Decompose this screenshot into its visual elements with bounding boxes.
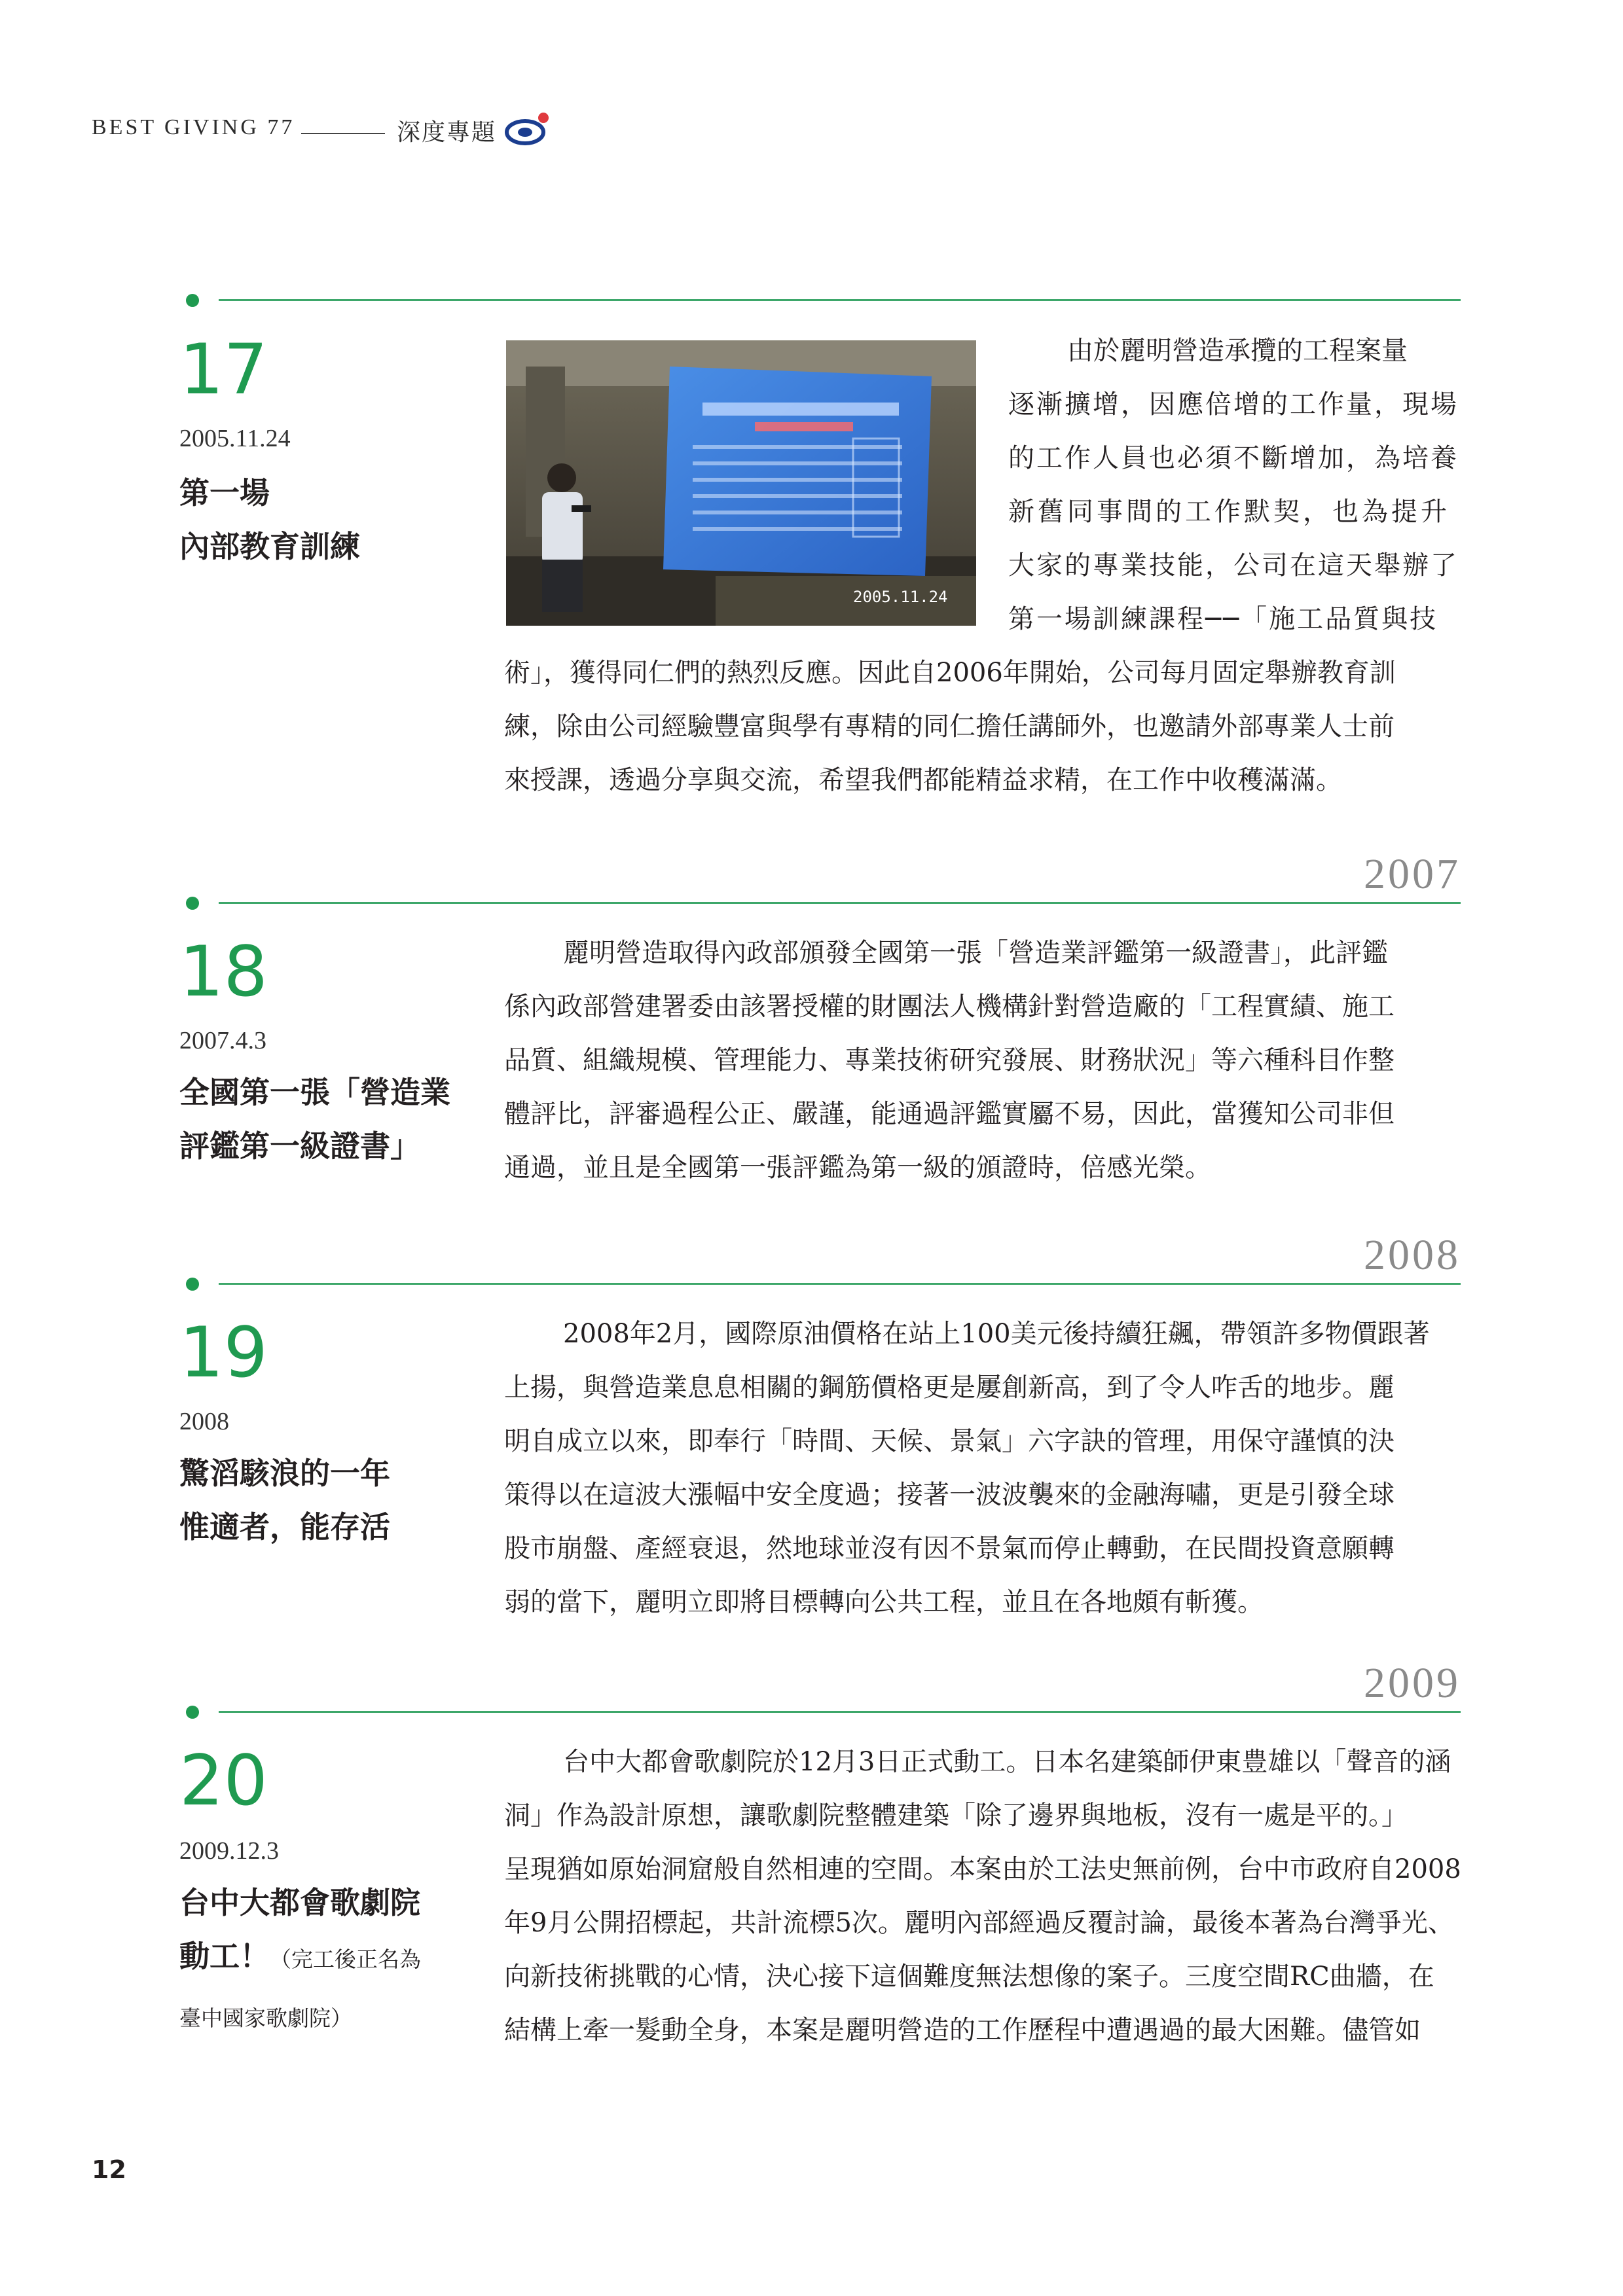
entry-title <box>179 466 360 573</box>
entry-body <box>504 330 1461 827</box>
body-line: 股市崩盤、產經衰退，然地球並沒有因不景氣而停止轉動，在民間投資意願轉 <box>504 1534 1395 1564</box>
entry-title <box>179 1446 390 1554</box>
body-line: 品質、組織規模、管理能力、專業技術研究發展、財務狀況」等六種科目作整 <box>504 1045 1395 1075</box>
entry-title <box>179 1876 421 1986</box>
entry-number: 19 <box>179 1312 268 1393</box>
section-dot <box>186 294 199 307</box>
entry-number: 18 <box>179 931 268 1012</box>
body-line: 逐漸擴增，因應倍增的工作量，現場 <box>1008 389 1459 420</box>
entry-title-line: 全國第一張「營造業 <box>179 1075 450 1110</box>
body-line: 係內政部營建署委由該署授權的財團法人機構針對營造廠的「工程實績、施工 <box>504 992 1395 1022</box>
body-line: 練，除由公司經驗豐富與學有專精的同仁擔任講師外，也邀請外部專業人士前 <box>504 711 1395 742</box>
entry-date: 2007.4.3 <box>179 1027 266 1054</box>
body-line: 台中大都會歌劇院於12月3日正式動工。日本名建築師伊東豊雄以「聲音的涵 <box>563 1747 1451 1777</box>
entry-title-line-wrap <box>179 1929 421 1986</box>
body-line: 新舊同事間的工作默契，也為提升 <box>1008 497 1450 527</box>
section-name: 深度專題 <box>397 119 497 146</box>
entry-title-line: 動工！ <box>179 1939 270 1974</box>
body-line: 2008年2月，國際原油價格在站上100美元後持續狂飆，帶領許多物價跟著 <box>563 1319 1430 1349</box>
entry-title-note: （完工後正名為 <box>270 1946 421 1972</box>
entry-date: 2008 <box>179 1408 229 1435</box>
body-line: 呈現猶如原始洞窟般自然相連的空間。本案由於工法史無前例，台中市政府自2008 <box>504 1854 1461 1884</box>
section-year: 2007 <box>1364 850 1461 898</box>
section-divider <box>219 1283 1461 1285</box>
entry-title-line: 台中大都會歌劇院 <box>179 1885 420 1920</box>
section-year: 2009 <box>1364 1659 1461 1707</box>
header-rule <box>301 133 385 134</box>
entry-title <box>179 1066 450 1173</box>
section-dot <box>186 1278 199 1291</box>
body-line: 來授課，透過分享與交流，希望我們都能精益求精，在工作中收穫滿滿。 <box>504 765 1342 795</box>
section-divider <box>219 1711 1461 1713</box>
body-line: 第一場訓練課程──「施工品質與技 <box>1008 604 1438 634</box>
body-line: 向新技術挑戰的心情，決心接下這個難度無法想像的案子。三度空間RC曲牆，在 <box>504 1962 1434 1992</box>
body-line: 年9月公開招標起，共計流標5次。麗明內部經過反覆討論，最後本著為台灣爭光、 <box>504 1908 1454 1938</box>
body-line: 麗明營造取得內政部頒發全國第一張「營造業評鑑第一級證書」，此評鑑 <box>563 938 1388 968</box>
entry-date: 2005.11.24 <box>179 425 291 452</box>
body-line: 洞」作為設計原想，讓歌劇院整體建築「除了邊界與地板，沒有一處是平的。」 <box>504 1801 1408 1831</box>
entry-number: 17 <box>179 329 268 410</box>
magazine-logo-icon <box>504 110 553 148</box>
body-line: 弱的當下，麗明立即將目標轉向公共工程，並且在各地頗有斬獲。 <box>504 1587 1264 1617</box>
section-dot <box>186 897 199 910</box>
entry-title-line: 第一場 <box>179 475 270 511</box>
entry-title-line: 內部教育訓練 <box>179 529 360 564</box>
body-line: 大家的專業技能，公司在這天舉辦了 <box>1008 550 1459 581</box>
entry-title-line: 評鑑第一級證書」 <box>179 1128 420 1164</box>
section-divider <box>219 299 1461 301</box>
page-number: 12 <box>92 2155 126 2184</box>
section-divider <box>219 902 1461 904</box>
body-line: 結構上牽一髮動全身，本案是麗明營造的工作歷程中遭遇過的最大困難。儘管如 <box>504 2015 1421 2045</box>
section-dot <box>186 1706 199 1719</box>
entry-number: 20 <box>179 1740 268 1821</box>
body-line: 由於麗明營造承攬的工程案量 <box>1067 336 1408 366</box>
entry-date: 2009.12.3 <box>179 1837 279 1865</box>
body-line: 的工作人員也必須不斷增加，為培養 <box>1008 443 1459 473</box>
body-line: 術」，獲得同仁們的熱烈反應。因此自2006年開始，公司每月固定舉辦教育訓 <box>504 658 1396 688</box>
body-line: 策得以在這波大漲幅中安全度過；接著一波波襲來的金融海嘯，更是引發全球 <box>504 1480 1395 1510</box>
body-line: 上揚，與營造業息息相關的鋼筋價格更是屢創新高，到了令人咋舌的地步。麗 <box>504 1372 1395 1403</box>
magazine-issue: BEST GIVING 77 <box>92 115 295 139</box>
body-line: 通過，並且是全國第一張評鑑為第一級的頒證時，倍感光榮。 <box>504 1153 1211 1183</box>
body-line: 明自成立以來，即奉行「時間、天候、景氣」六字訣的管理，用保守謹慎的決 <box>504 1426 1395 1456</box>
section-year: 2008 <box>1364 1231 1461 1279</box>
entry-title-line: 惟適者，能存活 <box>179 1509 390 1545</box>
entry-title-line: 驚滔駭浪的一年 <box>179 1456 390 1491</box>
entry-title-note: 臺中國家歌劇院） <box>179 2005 352 2031</box>
photo-date-stamp: 2005.11.24 <box>853 588 948 606</box>
body-line: 體評比，評審過程公正、嚴謹，能通過評鑑實屬不易，因此，當獲知公司非但 <box>504 1099 1395 1129</box>
